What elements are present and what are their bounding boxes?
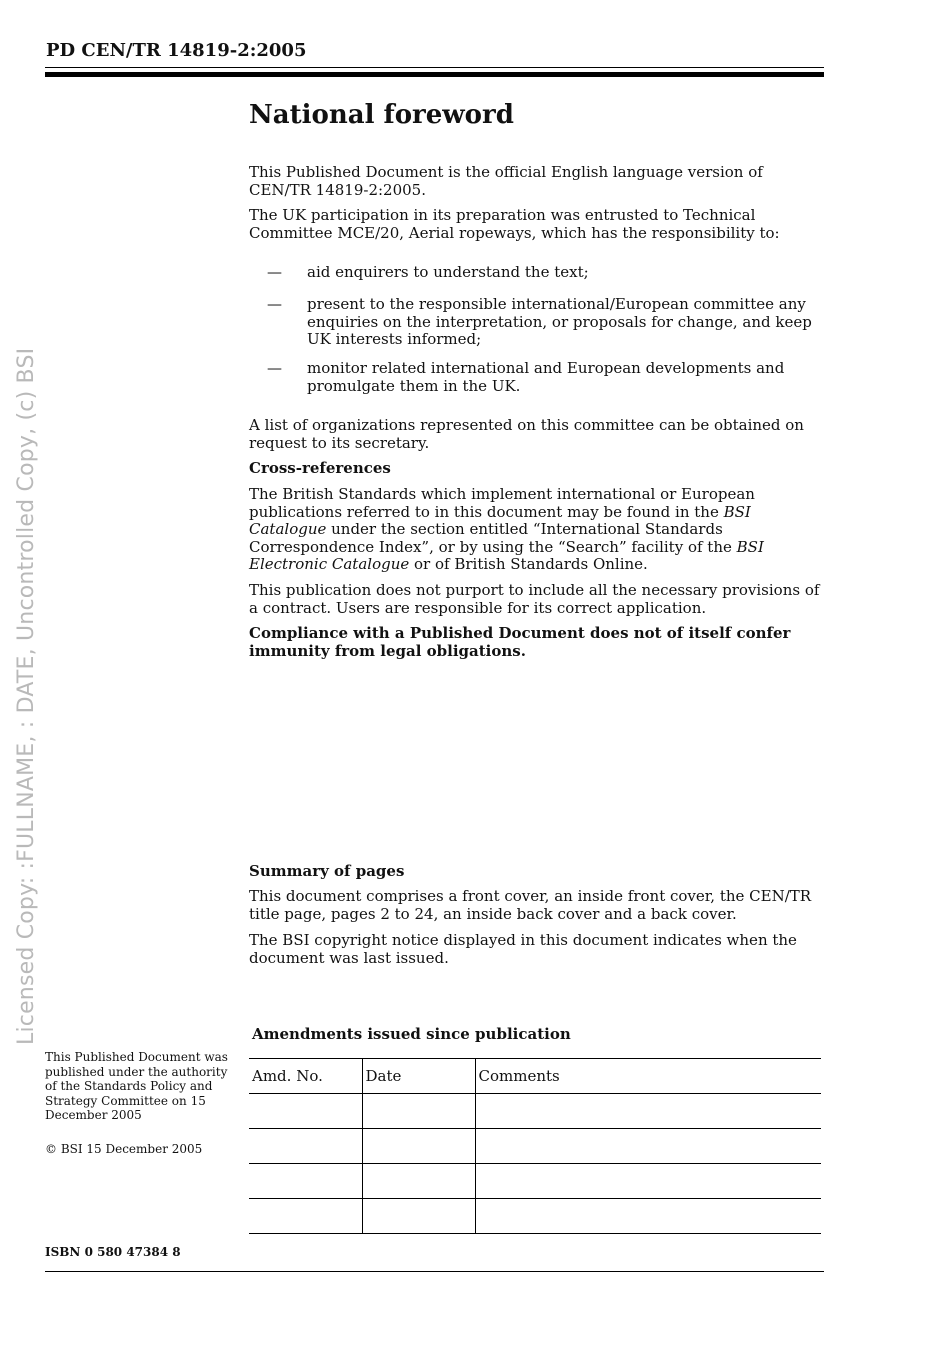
table-cell — [362, 1094, 475, 1129]
dash-bullet: — — [267, 263, 282, 281]
table-cell — [362, 1164, 475, 1199]
table-cell — [475, 1094, 821, 1129]
bsi-electronic-catalogue-title: BSI Electronic Catalogue — [249, 537, 764, 573]
intro-text: This Published Document is the official English language version of CEN/TR 14819-2:2005. — [249, 163, 763, 199]
column-header-comments: Comments — [475, 1059, 821, 1094]
dash-bullet: — — [267, 359, 282, 377]
table-row — [249, 1199, 821, 1234]
copyright-notice-paragraph — [249, 932, 824, 967]
table-cell — [475, 1164, 821, 1199]
amendments-title: Amendments issued since publication — [252, 1025, 571, 1043]
bsi-catalogue-title: BSI Catalogue — [249, 502, 751, 538]
table-cell — [475, 1199, 821, 1234]
cross-text-3: or of British Standards Online. — [409, 555, 648, 573]
table-row — [249, 1094, 821, 1129]
compliance-statement: Compliance with a Published Document does not of itself confer immunity from legal obligations. — [249, 624, 791, 660]
provisions-text: This publication does not purport to include all the necessary provisions of a contract. Users are responsible for its correct application. — [249, 581, 820, 617]
table-cell — [249, 1129, 362, 1164]
table-cell — [362, 1199, 475, 1234]
table-row — [249, 1129, 821, 1164]
license-watermark: Licensed Copy: :FULLNAME, : DATE, Uncontrolled Copy, (c) BSI — [14, 347, 39, 1045]
list-item-text: present to the responsible international/European committee any enquiries on the interpretation, or proposals for change, and keep UK interests informed; — [307, 295, 812, 348]
cross-text-2: under the section entitled “International Standards Correspondence Index”, or by using the “Search” facility of the — [249, 520, 737, 556]
header-rule-thin — [45, 67, 824, 68]
provisions-paragraph — [249, 582, 824, 617]
column-header-date: Date — [362, 1059, 475, 1094]
page-title: National foreword — [249, 100, 514, 130]
table-cell — [249, 1199, 362, 1234]
cross-text-1: The British Standards which implement international or European publications referred to in this document may be found in the — [249, 485, 755, 521]
table-cell — [249, 1164, 362, 1199]
committee-paragraph — [249, 207, 824, 242]
committee-text: The UK participation in its preparation was entrusted to Technical Committee MCE/20, Aerial ropeways, which has the responsibility to: — [249, 206, 780, 242]
document-code: PD CEN/TR 14819-2:2005 — [46, 40, 307, 61]
amendments-table — [249, 1058, 821, 1234]
dash-bullet: — — [267, 295, 282, 313]
summary-paragraph — [249, 888, 824, 923]
table-cell — [475, 1129, 821, 1164]
list-item-text: monitor related international and European developments and promulgate them in the UK. — [307, 359, 785, 395]
footer-rule — [45, 1271, 824, 1272]
organizations-text: A list of organizations represented on this committee can be obtained on request to its secretary. — [249, 416, 804, 452]
organizations-paragraph — [249, 417, 824, 452]
bsi-copyright: © BSI 15 December 2005 — [45, 1142, 203, 1156]
table-cell — [249, 1094, 362, 1129]
summary-heading: Summary of pages — [249, 862, 405, 880]
isbn: ISBN 0 580 47384 8 — [45, 1245, 181, 1259]
publication-authority-note: This Published Document was published under the authority of the Standards Policy and Strategy Committee on 15 December 2005 — [45, 1050, 228, 1122]
header-rule-thick — [45, 72, 824, 77]
copyright-notice-text: The BSI copyright notice displayed in this document indicates when the document was last issued. — [249, 931, 797, 967]
cross-references-heading: Cross-references — [249, 459, 391, 477]
cross-references-paragraph — [249, 486, 824, 574]
table-cell — [362, 1129, 475, 1164]
column-header-amd-no: Amd. No. — [249, 1059, 362, 1094]
summary-text: This document comprises a front cover, an inside front cover, the CEN/TR title page, pages 2 to 24, an inside back cover and a back cover. — [249, 887, 812, 923]
table-header-row — [249, 1059, 821, 1094]
list-item-text: aid enquirers to understand the text; — [307, 263, 589, 281]
table-row — [249, 1164, 821, 1199]
intro-paragraph — [249, 164, 824, 199]
